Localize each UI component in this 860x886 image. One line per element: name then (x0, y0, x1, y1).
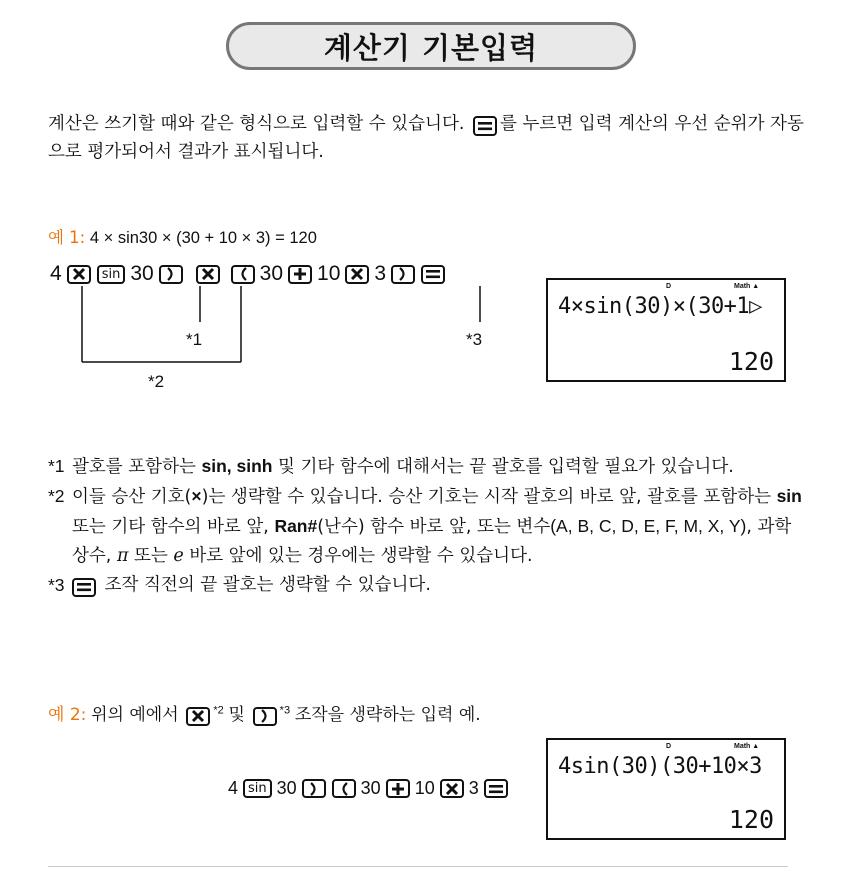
note-2-text-f: Ran# (274, 516, 318, 536)
equals-key-icon (484, 779, 508, 798)
notes-section (48, 452, 808, 600)
digit-3: 3 (468, 778, 479, 798)
example2-sup-1: *2 (213, 704, 224, 717)
note-3-number: *3 (48, 575, 65, 595)
example2-label-text: 예 2: (48, 705, 87, 725)
note-2-text-h: (A, B, C, D, E, F, M, X, Y) (550, 516, 747, 536)
digit-4: 4 (50, 262, 62, 285)
note-3-text: 조작 직전의 끝 괄호는 생략할 수 있습니다. (104, 575, 431, 595)
note-2-text-e: 또는 기타 함수의 바로 앞, (72, 517, 275, 537)
note-2-number: *2 (48, 486, 65, 506)
display-result: 120 (728, 805, 774, 834)
digit-30: 30 (130, 262, 154, 285)
annotation-mark-1: *1 (186, 330, 203, 349)
multiply-key-icon (186, 707, 210, 726)
sin-key: sin (243, 779, 272, 798)
calculator-display-1 (546, 278, 786, 382)
note-2-text-c: )는 생략할 수 있습니다. 승산 기호는 시작 괄호의 바로 앞, 괄호를 포함하는 (201, 487, 777, 507)
digit-3: 3 (374, 262, 387, 285)
note-1-text-b: sin, sinh (201, 456, 273, 476)
note-2-text-d: sin (776, 486, 802, 506)
math-indicator: Math ▲ (734, 283, 760, 290)
note-2-text-g: (난수) 함수 바로 앞, 또는 변수 (317, 517, 551, 537)
digit-30: 30 (360, 778, 381, 798)
note-2-text-a: 이들 승산 기호( (72, 487, 192, 507)
example1-formula: 4 × sin30 × (30 + 10 × 3) = 120 (89, 229, 317, 247)
example2-text-c: 조작을 생략하는 입력 예. (294, 705, 481, 725)
note-2 (48, 482, 808, 571)
close-paren-key-icon (253, 707, 277, 726)
example2-sup-2: *3 (279, 704, 291, 717)
page-title: 계산기 기본입력 (323, 30, 539, 65)
e-symbol: e (173, 546, 184, 566)
intro-text-2: 를 누르면 입력 계산의 우선 순위가 자동으로 평가되어서 결과가 표시됩니다. (48, 114, 804, 162)
note-1-text-c: 및 기타 함수에 대해서는 끝 괄호를 입력할 필요가 있습니다. (272, 457, 734, 477)
close-paren-key-icon (302, 779, 326, 798)
degree-indicator: D (666, 743, 672, 750)
example2-key-sequence (226, 778, 511, 799)
digit-30: 30 (259, 262, 284, 285)
degree-indicator: D (666, 283, 672, 290)
example2-text-b: 및 (228, 705, 245, 725)
note-2-text-k: 바로 앞에 있는 경우에는 생략할 수 있습니다. (183, 546, 533, 566)
plus-key-icon (386, 779, 410, 798)
digit-4: 4 (228, 778, 239, 798)
display-expression: 4×sin(30)×(30+1▷ (558, 294, 762, 319)
note-1 (48, 452, 808, 482)
bottom-divider (48, 866, 788, 867)
example2-label (48, 705, 86, 724)
digit-10: 10 (414, 778, 435, 798)
open-paren-key-icon (332, 779, 356, 798)
note-3 (48, 571, 808, 600)
display-result: 120 (728, 347, 774, 376)
note-2-text-j: 또는 (128, 546, 174, 566)
digit-10: 10 (317, 262, 341, 285)
note-1-number: *1 (48, 456, 65, 476)
display-expression: 4sin(30)(30+10×3 (558, 754, 762, 779)
note-1-text-a: 괄호를 포함하는 (72, 457, 202, 477)
calculator-display-2 (546, 738, 786, 840)
example1-label-text: 예 1: (48, 228, 86, 247)
equals-key-icon (72, 578, 96, 597)
digit-30: 30 (276, 778, 297, 798)
pi-symbol: π (116, 546, 129, 566)
math-indicator: Math ▲ (734, 743, 760, 750)
annotation-mark-2: *2 (148, 372, 165, 391)
note-2-text-b: × (191, 486, 202, 506)
multiply-key-icon (440, 779, 464, 798)
annotation-mark-3: *3 (466, 330, 483, 349)
intro-text-1: 계산은 쓰기할 때와 같은 형식으로 입력할 수 있습니다. (48, 114, 465, 134)
example2-heading (48, 700, 481, 726)
sin-key: sin (97, 265, 126, 284)
note-2-text-i: , 과학 상수, (72, 517, 792, 566)
example2-text-a: 위의 예에서 (91, 705, 179, 725)
